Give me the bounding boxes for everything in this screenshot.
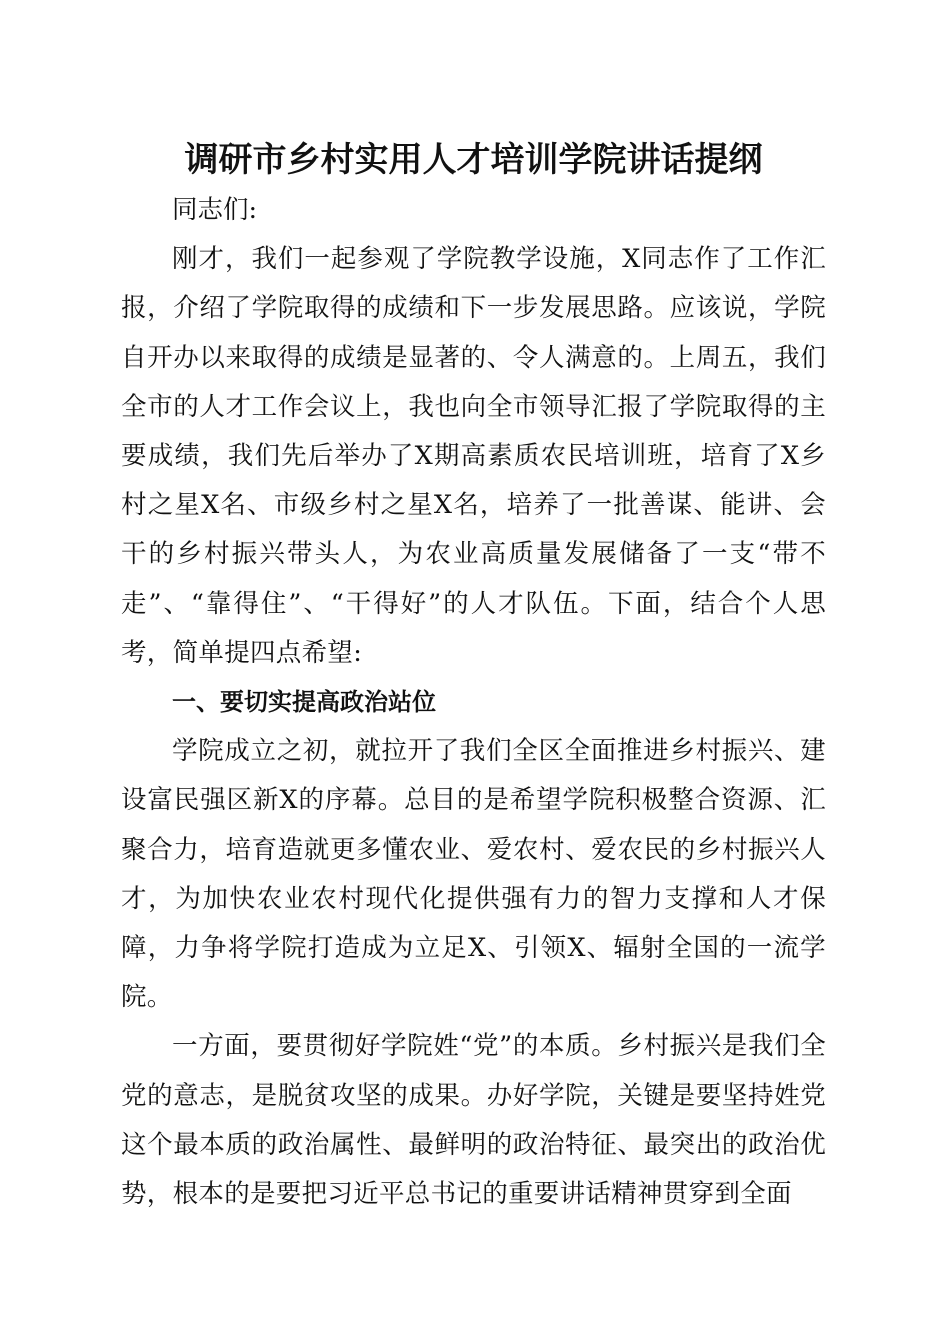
section-paragraph-1: 学院成立之初，就拉开了我们全区全面推进乡村振兴、建设富民强区新X的序幕。总目的是希望学院积极整合资源、汇聚合力，培育造就更多懂农业、爱农村、爱农民的乡村振兴人才，为加快农业农村现代化提供强有力的智力支撑和人才保障，力争将学院打造成为立足X、引领X、辐射全国的一流学院。: [121, 736, 826, 1013]
section-heading: 一、要切实提高政治站位: [172, 688, 436, 717]
intro-paragraph: 刚才，我们一起参观了学院教学设施，X同志作了工作汇报，介绍了学院取得的成绩和下一步发展思路。应该说，学院自开办以来取得的成绩是显著的、令人满意的。上周五，我们全市的人才工作会议上，我也向全市领导汇报了学院取得的主要成绩，我们先后举办了X期高素质农民培训班，培育了X乡村之星X名、市级乡村之星X名，培养了一批善谋、能讲、会干的乡村振兴带头人，为农业高质量发展储备了一支“带不走”、“靠得住”、“干得好”的人才队伍。下面，结合个人思考，简单提四点希望:: [121, 244, 826, 668]
salutation: 同志们:: [172, 195, 258, 225]
document-title: 调研市乡村实用人才培训学院讲话提纲: [184, 140, 763, 180]
document-body: [121, 134, 826, 1219]
section-paragraph-2: 一方面，要贯彻好学院姓“党”的本质。乡村振兴是我们全党的意志，是脱贫攻坚的成果。办好学院，关键是要坚持姓党这个最本质的政治属性、最鲜明的政治特征、最突出的政治优势，根本的是要把习近平总书记的重要讲话精神贯穿到全面: [121, 1031, 826, 1210]
